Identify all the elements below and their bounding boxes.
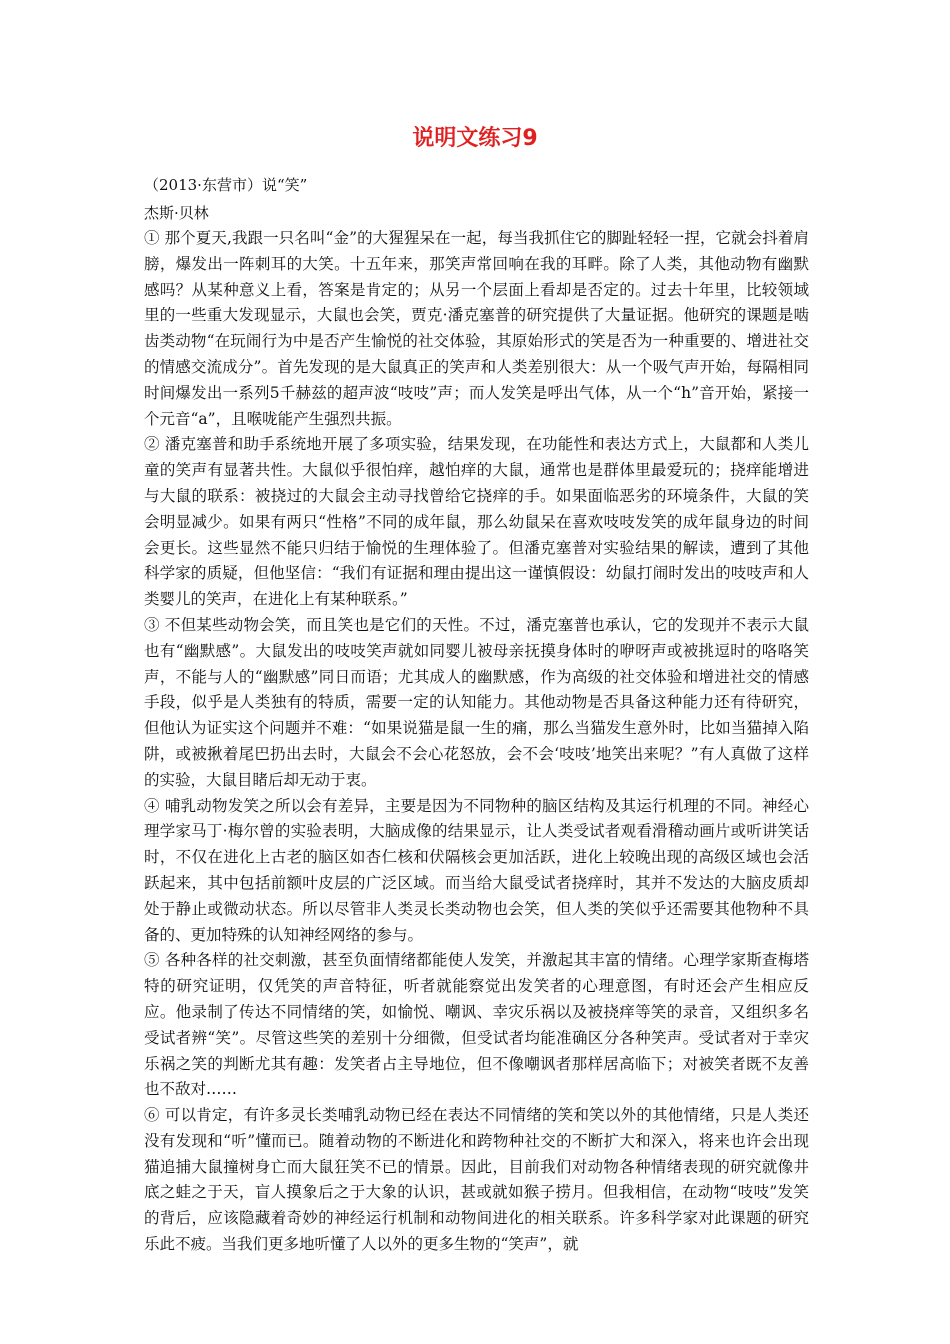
article-body [144,226,809,1258]
paragraph-5: ⑤ 各种各样的社交刺激，甚至负面情绪都能使人发笑，并激起其丰富的情绪。心理学家斯查梅塔特的研究证明，仅凭笑的声音特征，听者就能察觉出发笑者的心理意图，有时还会产生相应反应。他录制了传达不同情绪的笑，如愉悦、嘲讽、幸灾乐祸以及被挠痒等笑的录音，又组织多名受试者辨“笑”。尽管这些笑的差别十分细微，但受试者均能准确区分各种笑声。受试者对于幸灾乐祸之笑的判断尤其有趣：发笑者占主导地位，但不像嘲讽者那样居高临下；对被笑者既不友善也不敌对…… [144,951,809,1099]
paragraph-4: ④ 哺乳动物发笑之所以会有差异，主要是因为不同物种的脑区结构及其运行机理的不同。神经心理学家马丁·梅尔曾的实验表明，大脑成像的结果显示，让人类受试者观看滑稽动画片或听讲笑话时，不仅在进化上古老的脑区如杏仁核和伏隔核会更加活跃，进化上较晚出现的高级区域也会活跃起来，其中包括前额叶皮层的广泛区域。而当给大鼠受试者挠痒时，其并不发达的大脑皮质却处于静止或微动状态。所以尽管非人类灵长类动物也会笑，但人类的笑似乎还需要其他物种不具备的、更加特殊的认知神经网络的参与。 [144,796,809,944]
document-title: 说明文练习9 [412,126,538,151]
paragraph-6: ⑥ 可以肯定，有许多灵长类哺乳动物已经在表达不同情绪的笑和笑以外的其他情绪，只是人类还没有发现和“听”懂而已。随着动物的不断进化和跨物种社交的不断扩大和深入，将来也许会出现猫追捕大鼠撞树身亡而大鼠狂笑不已的情景。因此，目前我们对动物各种情绪表现的研究就像井底之蛙之于天，盲人摸象后之于大象的认识，甚或就如猴子捞月。但我相信，在动物“吱吱”发笑的背后，应该隐藏着奇妙的神经运行机制和动物间进化的相关联系。许多科学家对此课题的研究乐此不疲。当我们更多地听懂了人以外的更多生物的“笑声”，就 [144,1106,809,1254]
paragraph-1: ① 那个夏天,我跟一只名叫“金”的大猩猩呆在一起，每当我抓住它的脚趾轻轻一捏，它就会抖着肩膀，爆发出一阵刺耳的大笑。十五年来，那笑声常回响在我的耳畔。除了人类，其他动物有幽默感吗？从某种意义上看，答案是肯定的；从另一个层面上看却是否定的。过去十年里，比较领域里的一些重大发现显示，大鼠也会笑，贾克·潘克塞普的研究提供了大量证据。他研究的课题是啮齿类动物“在玩闹行为中是否产生愉悦的社交体验，其原始形式的笑是否为一种重要的、增进社交的情感交流成分”。首先发现的是大鼠真正的笑声和人类差别很大：从一个吸气声开始，每隔相同时间爆发出一系列5千赫兹的超声波“吱吱”声；而人发笑是呼出气体，从一个“h”音开始，紧接一个元音“a”，且喉咙能产生强烈共振。 [144,229,809,428]
article-source: （2013·东营市）说“笑” [144,176,308,194]
article-author: 杰斯·贝林 [144,204,209,222]
paragraph-2: ② 潘克塞普和助手系统地开展了多项实验，结果发现，在功能性和表达方式上，大鼠都和人类儿童的笑声有显著共性。大鼠似乎很怕痒，越怕痒的大鼠，通常也是群体里最爱玩的；挠痒能增进与大鼠的联系：被挠过的大鼠会主动寻找曾给它挠痒的手。如果面临恶劣的环境条件，大鼠的笑会明显减少。如果有两只“性格”不同的成年鼠，那么幼鼠呆在喜欢吱吱发笑的成年鼠身边的时间会更长。这些显然不能只归结于愉悦的生理体验了。但潘克塞普对实验结果的解读，遭到了其他科学家的质疑，但他坚信：“我们有证据和理由提出这一谨慎假设：幼鼠打闹时发出的吱吱声和人类婴儿的笑声，在进化上有某种联系。” [144,435,809,609]
paragraph-3: ③ 不但某些动物会笑，而且笑也是它们的天性。不过，潘克塞普也承认，它的发现并不表示大鼠也有“幽默感”。大鼠发出的吱吱笑声就如同婴儿被母亲抚摸身体时的咿呀声或被挑逗时的咯咯笑声，不能与人的“幽默感”同日而语；尤其成人的幽默感，作为高级的社交体验和增进社交的情感手段，似乎是人类独有的特质，需要一定的认知能力。其他动物是否具备这种能力还有待研究，但他认为证实这个问题并不难：“如果说猫是鼠一生的痛，那么当猫发生意外时，比如当猫掉入陷阱，或被揪着尾巴扔出去时，大鼠会不会心花怒放，会不会‘吱吱’地笑出来呢？”有人真做了这样的实验，大鼠目睹后却无动于衷。 [144,615,809,789]
